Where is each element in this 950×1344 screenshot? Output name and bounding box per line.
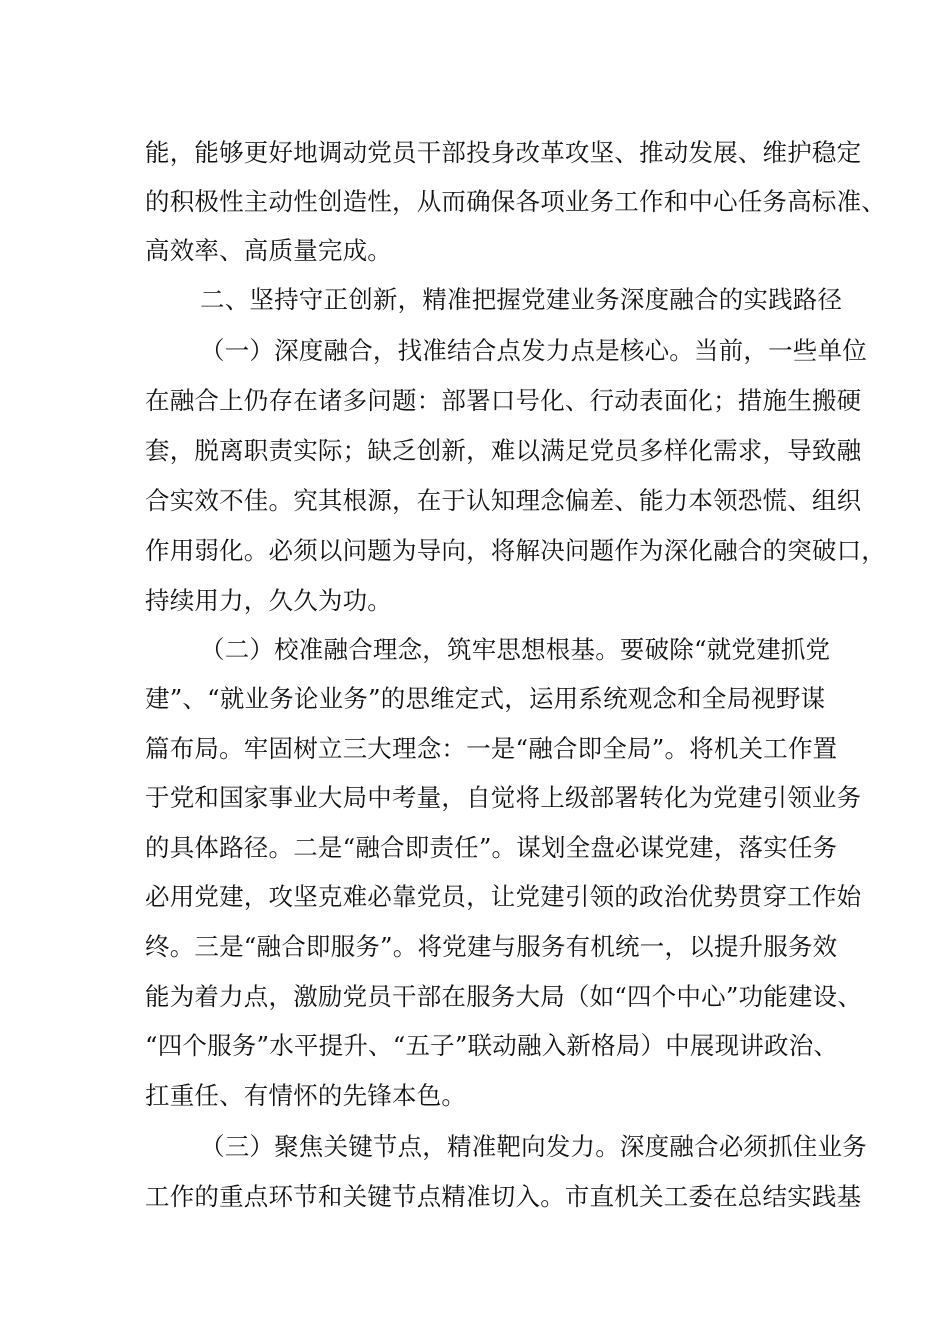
text-line: 必用党建，攻坚克难必靠党员，让党建引领的政治优势贯穿工作始 (145, 882, 862, 911)
text-line: 高效率、高质量完成。 (145, 236, 392, 265)
text-line: 篇布局。牢固树立三大理念：一是“融合即全局”。将机关工作置 (145, 734, 838, 763)
text-line: “四个服务”水平提升、“五子”联动融入新格局）中展现讲政治、 (145, 1031, 839, 1060)
text-line: （三）聚焦关键节点，精准靶向发力。深度融合必须抓住业务 (200, 1132, 867, 1161)
text-line: 合实效不佳。究其根源，在于认知理念偏差、能力本领恐慌、组织 (145, 486, 862, 515)
text-line: 套，脱离职责实际；缺乏创新，难以满足党员多样化需求，导致融 (145, 436, 862, 465)
text-line: 持续用力，久久为功。 (145, 586, 392, 615)
text-line: 工作的重点环节和关键节点精准切入。市直机关工委在总结实践基 (145, 1182, 862, 1211)
text-line: 建”、“就业务论业务”的思维定式，运用系统观念和全局视野谋 (145, 684, 826, 713)
text-line: 的具体路径。二是“融合即责任”。谋划全盘必谋党建，落实任务 (145, 833, 838, 862)
text-line: 作用弱化。必须以问题为导向，将解决问题作为深化融合的突破口， (145, 536, 886, 565)
text-line: 扛重任、有情怀的先锋本色。 (145, 1081, 467, 1110)
text-line: （二）校准融合理念，筑牢思想根基。要破除“就党建抓党 (200, 635, 831, 664)
text-line: 能为着力点，激励党员干部在服务大局（如“四个中心”功能建设、 (145, 982, 863, 1011)
text-line: 在融合上仍存在诸多问题：部署口号化、行动表面化；措施生搬硬 (145, 386, 862, 415)
text-line: （一）深度融合，找准结合点发力点是核心。当前，一些单位 (200, 336, 867, 365)
section-heading: 二、坚持守正创新，精准把握党建业务深度融合的实践路径 (200, 285, 843, 314)
text-line: 的积极性主动性创造性，从而确保各项业务工作和中心任务高标准、 (145, 187, 886, 216)
text-line: 终。三是“融合即服务”。将党建与服务有机统一，以提升服务效 (145, 932, 838, 961)
text-line: 能，能够更好地调动党员干部投身改革攻坚、推动发展、维护稳定 (145, 138, 862, 167)
text-line: 于党和国家事业大局中考量，自觉将上级部署转化为党建引领业务 (145, 783, 862, 812)
